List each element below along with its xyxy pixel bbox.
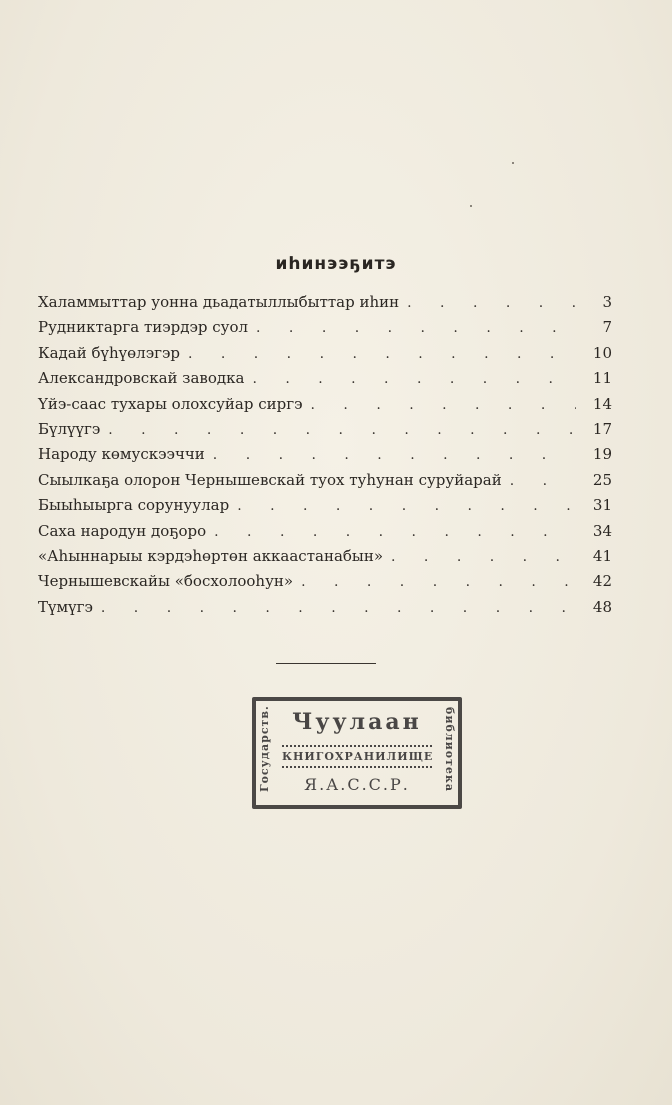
toc-entry [38, 290, 612, 315]
toc-leader-dots [101, 596, 576, 621]
toc-leader-dots [301, 570, 576, 595]
toc-leader-dots [256, 316, 576, 341]
stamp-main-text: Чуулаан [292, 709, 422, 735]
paper-speck [470, 205, 472, 207]
toc-entry-page: 11 [592, 369, 612, 388]
toc-entry [38, 442, 612, 467]
toc-entry-page: 31 [592, 496, 612, 515]
toc-entry [38, 519, 612, 544]
toc-entry-page: 41 [592, 546, 612, 565]
library-stamp [252, 697, 462, 809]
toc-entry-title: «Аһыннарыы кэрдэһөртөн аккаастанабын» [38, 546, 384, 565]
toc-entry-title: Бүлүүгэ [38, 419, 101, 438]
toc-entry-page: 34 [592, 521, 612, 540]
toc-leader-dots [510, 469, 576, 494]
toc-leader-dots [311, 393, 576, 418]
toc-entry-page: 17 [592, 419, 612, 438]
toc-entry-title: Народу көмускээччи [38, 445, 205, 464]
toc-entry [38, 392, 612, 417]
toc-entry-title: Рудниктарга тиэрдэр суол [38, 318, 249, 337]
toc-entry-page: 14 [592, 394, 612, 413]
stamp-right-text: библиотека [443, 706, 456, 792]
divider-rule [276, 663, 376, 664]
toc-entry [38, 569, 612, 594]
toc-entry-page: 10 [592, 343, 612, 362]
toc-entry-title: Сыылкаҕа олорон Чернышевскай туох туһунан суруйарай [38, 470, 502, 489]
toc-entry [38, 417, 612, 442]
toc-entry-title: Саха народун доҕоро [38, 521, 207, 540]
stamp-sub-text: КНИГОХРАНИЛИЩЕ [282, 745, 432, 768]
toc-entry [38, 595, 612, 620]
toc-entry-page: 48 [592, 597, 612, 616]
stamp-left-text: Государств. [258, 705, 271, 793]
toc-entry-title: Быыһыырга сорунуулар [38, 496, 230, 515]
toc-leader-dots [391, 545, 576, 570]
toc-entry [38, 468, 612, 493]
toc-entry-title: Александровскай заводка [38, 369, 245, 388]
toc-leader-dots [214, 520, 576, 545]
paper-speck [512, 162, 514, 164]
toc-entry [38, 341, 612, 366]
toc-entry-page: 25 [592, 470, 612, 489]
toc-leader-dots [213, 443, 576, 468]
toc-entry [38, 493, 612, 518]
table-of-contents [38, 290, 612, 620]
toc-leader-dots [252, 367, 576, 392]
toc-entry-title: Чернышевскайы «босхолооһун» [38, 572, 294, 591]
toc-entry-title: Үйэ-саас тухары олохсуйар сиргэ [38, 394, 303, 413]
toc-entry-title: Түмүгэ [38, 597, 93, 616]
toc-leader-dots [237, 494, 576, 519]
toc-entry-page: 19 [592, 445, 612, 464]
toc-entry [38, 315, 612, 340]
toc-leader-dots [188, 342, 576, 367]
stamp-bottom-text: Я.А.С.С.Р. [304, 775, 410, 794]
toc-entry [38, 366, 612, 391]
toc-entry-title: Халаммыттар уонна дьадатыллыбыттар иһин [38, 293, 400, 311]
toc-entry-page: 7 [602, 318, 612, 337]
toc-entry-page: 3 [602, 293, 612, 311]
toc-entry-title: Кадай бүһүөлэгэр [38, 343, 180, 362]
toc-entry-page: 42 [592, 572, 612, 591]
toc-leader-dots [407, 291, 576, 316]
toc-leader-dots [108, 418, 576, 443]
toc-heading: иһинээҕитэ [275, 254, 397, 274]
toc-entry [38, 544, 612, 569]
stamp-center [282, 707, 432, 799]
